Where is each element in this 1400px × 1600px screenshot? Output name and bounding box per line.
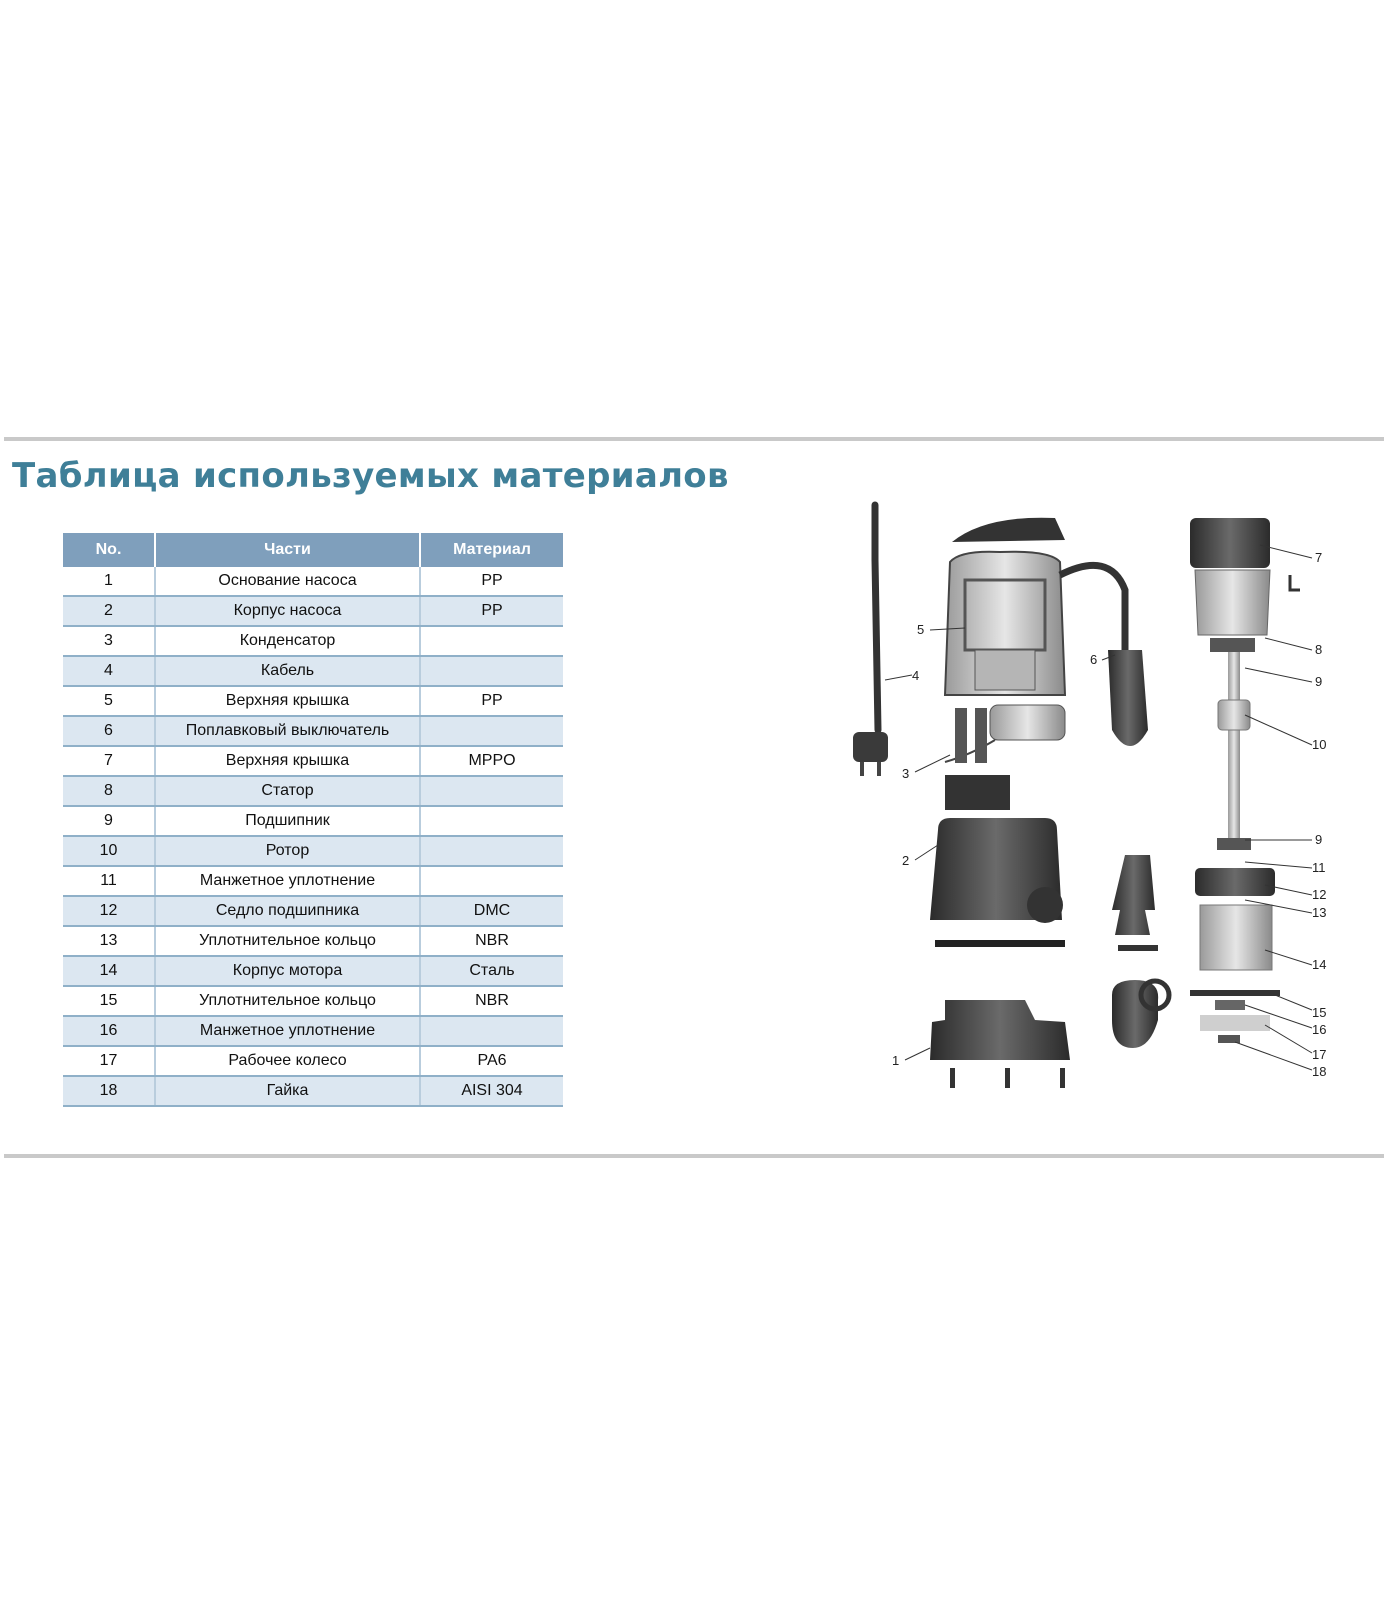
material-cell: DMC <box>420 896 563 926</box>
part-name-cell: Поплавковый выключатель <box>155 716 420 746</box>
material-cell: MPPO <box>420 746 563 776</box>
material-cell: PP <box>420 686 563 716</box>
callout-4: 4 <box>912 668 920 683</box>
row-number-cell: 12 <box>63 896 155 926</box>
table-body <box>63 567 563 1106</box>
part-name-cell: Манжетное уплотнение <box>155 1016 420 1046</box>
part-name-cell: Корпус мотора <box>155 956 420 986</box>
row-number-cell: 2 <box>63 596 155 626</box>
float-switch-part <box>1060 565 1148 746</box>
material-cell <box>420 776 563 806</box>
part-name-cell: Верхняя крышка <box>155 686 420 716</box>
table-row <box>63 656 563 686</box>
material-cell: NBR <box>420 926 563 956</box>
row-number-cell: 4 <box>63 656 155 686</box>
material-cell: AISI 304 <box>420 1076 563 1106</box>
material-cell: NBR <box>420 986 563 1016</box>
motor-assembly-part <box>1190 518 1300 1043</box>
callout-1: 1 <box>892 1053 900 1068</box>
part-name-cell: Седло подшипника <box>155 896 420 926</box>
callout-15: 15 <box>1312 1005 1327 1020</box>
page-title: Таблица используемых материалов <box>12 456 729 496</box>
callout-5: 5 <box>917 622 925 637</box>
material-cell: Сталь <box>420 956 563 986</box>
table-row <box>63 1016 563 1046</box>
top-cover-part <box>945 518 1065 695</box>
material-cell <box>420 866 563 896</box>
row-number-cell: 9 <box>63 806 155 836</box>
callout-18: 18 <box>1312 1064 1327 1079</box>
table-row <box>63 716 563 746</box>
part-name-cell: Кабель <box>155 656 420 686</box>
table-row <box>63 866 563 896</box>
callout-17: 17 <box>1312 1047 1327 1062</box>
part-name-cell: Уплотнительное кольцо <box>155 926 420 956</box>
table-row <box>63 926 563 956</box>
capacitor-part <box>945 705 1065 763</box>
column-header-material: Материал <box>420 533 563 567</box>
part-name-cell: Ротор <box>155 836 420 866</box>
row-number-cell: 13 <box>63 926 155 956</box>
callout-9-upper: 9 <box>1315 674 1323 689</box>
part-name-cell: Статор <box>155 776 420 806</box>
materials-table <box>63 533 563 1107</box>
pump-base-part <box>930 1000 1070 1088</box>
outlet-fitting-part <box>1112 855 1169 1048</box>
row-number-cell: 16 <box>63 1016 155 1046</box>
material-cell <box>420 806 563 836</box>
table-row <box>63 896 563 926</box>
bottom-divider <box>4 1154 1384 1158</box>
row-number-cell: 18 <box>63 1076 155 1106</box>
row-number-cell: 6 <box>63 716 155 746</box>
callout-12: 12 <box>1312 887 1327 902</box>
table-row <box>63 956 563 986</box>
table-row <box>63 567 563 596</box>
top-divider <box>4 437 1384 441</box>
table-row <box>63 1076 563 1106</box>
material-cell <box>420 836 563 866</box>
callout-9-lower: 9 <box>1315 832 1323 847</box>
row-number-cell: 3 <box>63 626 155 656</box>
part-name-cell: Подшипник <box>155 806 420 836</box>
material-cell: PA6 <box>420 1046 563 1076</box>
part-name-cell: Верхняя крышка <box>155 746 420 776</box>
cable-part <box>853 505 888 776</box>
table-row <box>63 596 563 626</box>
table-row <box>63 776 563 806</box>
material-cell: PP <box>420 596 563 626</box>
callout-11: 11 <box>1312 860 1326 875</box>
part-name-cell: Конденсатор <box>155 626 420 656</box>
table-row <box>63 1046 563 1076</box>
column-header-part: Части <box>155 533 420 567</box>
row-number-cell: 1 <box>63 567 155 596</box>
table-row <box>63 746 563 776</box>
table-row <box>63 686 563 716</box>
callout-16: 16 <box>1312 1022 1327 1037</box>
callout-3: 3 <box>902 766 910 781</box>
part-name-cell: Рабочее колесо <box>155 1046 420 1076</box>
material-cell: PP <box>420 567 563 596</box>
exploded-view-diagram <box>850 500 1370 1120</box>
callout-6: 6 <box>1090 652 1098 667</box>
table-row <box>63 626 563 656</box>
table-row <box>63 986 563 1016</box>
column-header-no: No. <box>63 533 155 567</box>
row-number-cell: 8 <box>63 776 155 806</box>
part-name-cell: Манжетное уплотнение <box>155 866 420 896</box>
row-number-cell: 7 <box>63 746 155 776</box>
callout-10: 10 <box>1312 737 1327 752</box>
callout-7: 7 <box>1315 550 1323 565</box>
row-number-cell: 15 <box>63 986 155 1016</box>
callout-13: 13 <box>1312 905 1327 920</box>
row-number-cell: 11 <box>63 866 155 896</box>
row-number-cell: 10 <box>63 836 155 866</box>
part-name-cell: Корпус насоса <box>155 596 420 626</box>
row-number-cell: 14 <box>63 956 155 986</box>
part-name-cell: Основание насоса <box>155 567 420 596</box>
callout-2: 2 <box>902 853 910 868</box>
row-number-cell: 17 <box>63 1046 155 1076</box>
material-cell <box>420 626 563 656</box>
material-cell <box>420 716 563 746</box>
callout-14: 14 <box>1312 957 1327 972</box>
part-name-cell: Уплотнительное кольцо <box>155 986 420 1016</box>
row-number-cell: 5 <box>63 686 155 716</box>
pump-body-part <box>930 775 1065 947</box>
material-cell <box>420 656 563 686</box>
table-row <box>63 806 563 836</box>
table-row <box>63 836 563 866</box>
material-cell <box>420 1016 563 1046</box>
callout-8: 8 <box>1315 642 1323 657</box>
table-header-row <box>63 533 563 567</box>
part-name-cell: Гайка <box>155 1076 420 1106</box>
